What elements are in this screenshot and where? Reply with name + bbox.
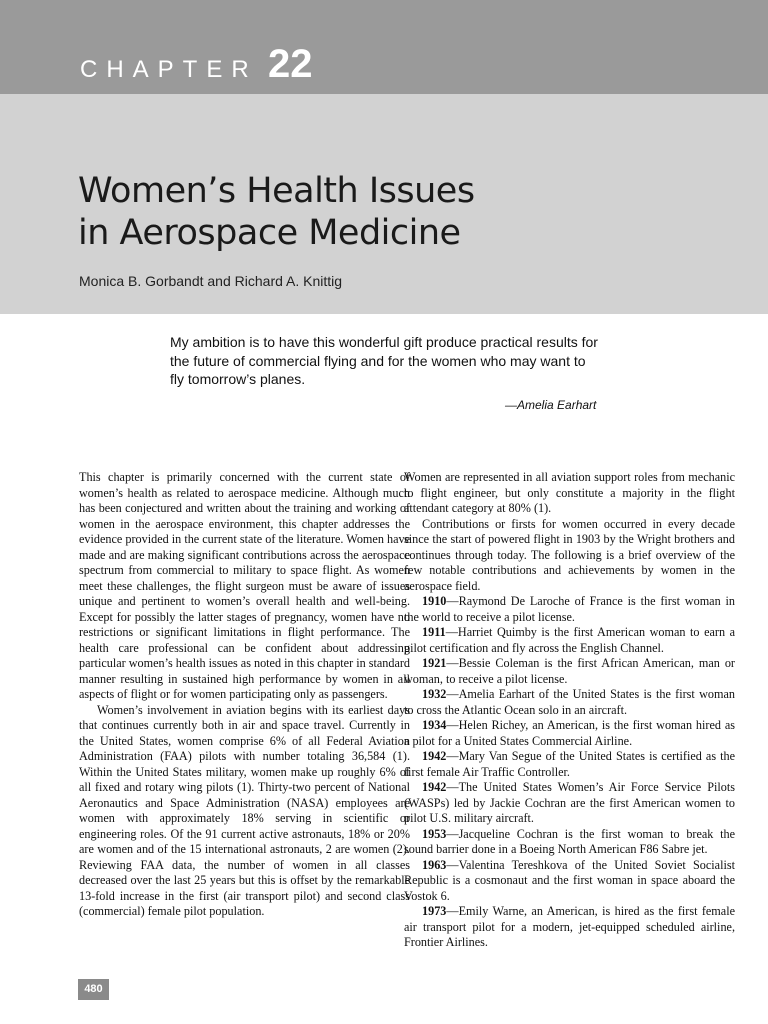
milestone-year: 1934	[422, 718, 447, 732]
milestone-entry	[404, 749, 735, 780]
paragraph: This chapter is primarily concerned with the current state of women’s health as related to aerospace medicine. Although much has been conjectured and written about the training and working of women in the aerospace environment, this chapter addresses the evidence provided in the current state of the literature. Women have made and are making significant contributions across the aerospace spectrum from commercial to military to space flight. As women meet these challenges, the flight surgeon must be aware of issues unique and pertinent to women’s overall health and well-being. Except for possibly the latter stages of pregnancy, women have no restrictions or significant limitations in flight performance. The health care professional can be confident about addressing particular women’s health issues as noted in this chapter in standard manner resulting in sustained high performance by women in all aspects of flight or for women participating only as passengers.	[79, 470, 411, 701]
authors: Monica B. Gorbandt and Richard A. Knittig	[79, 273, 343, 289]
paragraph: Women are represented in all aviation support roles from mechanic to flight engineer, but only constitute a majority in the flight attendant category at 80% (1).	[404, 470, 735, 515]
epigraph-line: the future of commercial flying and for the women who may want to	[170, 352, 586, 369]
milestone-entry	[404, 780, 735, 827]
milestone-entry	[404, 827, 735, 858]
milestone-entry	[404, 594, 735, 625]
milestone-text: —The United States Women’s Air Force Service Pilots (WASPs) led by Jackie Cochran are the first American women to pilot U.S. military aircraft.	[404, 780, 735, 825]
right-column	[404, 470, 735, 951]
chapter-title-line-2: in Aerospace Medicine	[78, 213, 461, 253]
milestone-year: 1910	[422, 594, 447, 608]
page-number: 480	[78, 979, 109, 1000]
milestone-text: —Amelia Earhart of the United States is the first woman to cross the Atlantic Ocean solo in an aircraft.	[404, 687, 735, 717]
milestone-entry	[404, 687, 735, 718]
milestone-entry	[404, 904, 735, 951]
chapter-number: 22	[268, 42, 313, 86]
milestone-text: —Valentina Tereshkova of the United Soviet Socialist Republic is a cosmonaut and the first woman in space aboard the Vostok 6.	[404, 857, 735, 903]
milestone-text: —Jacqueline Cochran is the first woman to break the sound barrier done in a Boeing North American F86 Sabre jet.	[404, 826, 735, 856]
milestone-year: 1973	[422, 904, 447, 918]
milestone-entry	[404, 718, 735, 749]
left-column	[79, 470, 410, 920]
milestone-text: —Bessie Coleman is the first African American, man or woman, to receive a pilot license.	[404, 656, 735, 686]
epigraph-line: My ambition is to have this wonderful gift produce practical results for	[170, 334, 598, 350]
milestone-year: 1932	[422, 687, 447, 701]
chapter-banner	[0, 0, 768, 94]
epigraph-quote	[170, 333, 610, 389]
milestone-year: 1942	[422, 749, 447, 763]
milestone-text: —Emily Warne, an American, is hired as the first female air transport pilot for a modern, jet-equipped scheduled airline, Frontier Airlines.	[404, 904, 735, 949]
chapter-label: CHAPTER	[80, 56, 258, 83]
milestone-entry	[404, 858, 735, 905]
milestone-year: 1911	[422, 625, 446, 639]
milestone-year: 1921	[422, 656, 447, 670]
paragraph: Women’s involvement in aviation begins with its earliest days that continues currently both in air and space travel. Currently in the United States, women comprise 6% of all Federal Aviation Administration (FAA) pilots with number totaling 36,584 (1). Within the United States military, women make up roughly 6% of all fixed and rotary wing pilots (1). Thirty-two percent of National Aeronautics and Space Administration (NASA) employees are women with approximately 18% serving in scientific or engineering roles. Of the 91 current active astronauts, 18% or 20% are women and of the 15 international astronauts, 2 are women (2). Reviewing FAA data, the number of women in all classes decreased over the last 25 years but this is offset by the remarkable 13-fold increase in the first (air transport pilot) and second class (commercial) female pilot population.	[79, 702, 410, 918]
milestone-text: —Harriet Quimby is the first American woman to earn a pilot certification and fly across the English Channel.	[404, 625, 735, 655]
milestone-text: —Raymond De Laroche of France is the first woman in the world to receive a pilot license.	[404, 594, 735, 624]
milestone-text: —Mary Van Segue of the United States is certified as the first female Air Traffic Controller.	[404, 749, 735, 779]
milestone-year: 1942	[422, 780, 447, 794]
chapter-title-line-1: Women’s Health Issues	[78, 171, 475, 211]
epigraph-attribution: —Amelia Earhart	[505, 398, 597, 412]
milestone-entry	[404, 656, 735, 687]
milestone-year: 1963	[422, 857, 447, 872]
milestone-text: —Helen Richey, an American, is the first woman hired as a pilot for a United States Commercial Airline.	[404, 718, 735, 748]
milestone-entry	[404, 625, 735, 656]
chapter-title	[78, 170, 475, 254]
paragraph: Contributions or firsts for women occurred in every decade since the start of powered flight in 1903 by the Wright brothers and continues through today. The following is a brief overview of the few notable contributions and achievements by women in the aerospace field.	[404, 516, 735, 593]
milestone-year: 1953	[422, 826, 447, 841]
epigraph-line: fly tomorrow’s planes.	[170, 371, 306, 388]
